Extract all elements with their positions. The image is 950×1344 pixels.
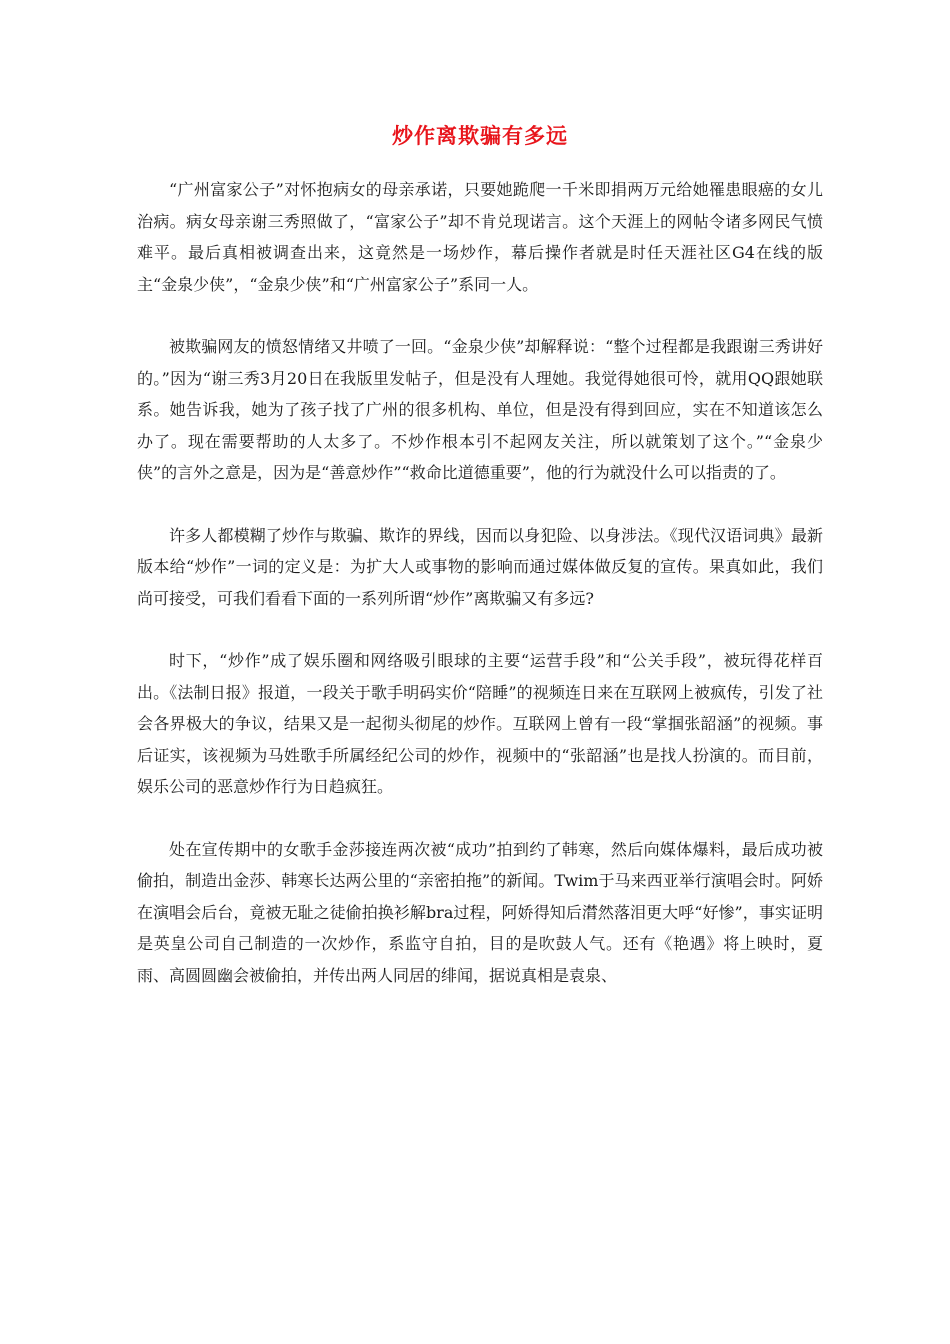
paragraph-2: 被欺骗网友的愤怒情绪又井喷了一回。“金泉少侠”却解释说：“整个过程都是我跟谢三秀讲好的。”因为“谢三秀3月20日在我版里发帖子，但是没有人理她。我觉得她很可怜，就用QQ跟她联系。她告诉我，她为了孩子找了广州的很多机构、单位，但是没有得到回应，实在不知道该怎么办了。现在需要帮助的人太多了。不炒作根本引不起网友关注，所以就策划了这个。”“金泉少侠”的言外之意是，因为是“善意炒作”“救命比道德重要”，他的行为就没什么可以指责的了。: [137, 337, 823, 482]
document-page: [137, 120, 823, 991]
paragraph-3: 许多人都模糊了炒作与欺骗、欺诈的界线，因而以身犯险、以身涉法。《现代汉语词典》最新版本给“炒作”一词的定义是：为扩大人或事物的影响而通过媒体做反复的宣传。果真如此，我们尚可接受，可我们看看下面的一系列所谓“炒作”离欺骗又有多远?: [137, 525, 823, 608]
document-title: 炒作离欺骗有多远: [392, 124, 568, 148]
paragraph-5: 处在宣传期中的女歌手金莎接连两次被“成功”拍到约了韩寒，然后向媒体爆料，最后成功被偷拍，制造出金莎、韩寒长达两公里的“亲密拍拖”的新闻。Twim于马来西亚举行演唱会时。阿娇在演唱会后台，竟被无耻之徒偷拍换衫解bra过程，阿娇得知后潸然落泪更大呼“好惨”，事实证明是英皇公司自己制造的一次炒作，系监守自拍，目的是吹鼓人气。还有《艳遇》将上映时，夏雨、高圆圆幽会被偷拍，并传出两人同居的绯闻，据说真相是袁泉、: [137, 839, 823, 985]
paragraph-4: 时下，“炒作”成了娱乐圈和网络吸引眼球的主要“运营手段”和“公关手段”，被玩得花样百出。《法制日报》报道，一段关于歌手明码实价“陪睡”的视频连日来在互联网上被疯传，引发了社会各界极大的争议，结果又是一起彻头彻尾的炒作。互联网上曾有一段“掌掴张韶涵”的视频。事后证实，该视频为马姓歌手所属经纪公司的炒作，视频中的“张韶涵”也是找人扮演的。而目前，娱乐公司的恶意炒作行为日趋疯狂。: [137, 651, 823, 796]
paragraph-1: “广州富家公子”对怀抱病女的母亲承诺，只要她跪爬一千米即捐两万元给她罹患眼癌的女儿治病。病女母亲谢三秀照做了，“富家公子”却不肯兑现诺言。这个天涯上的网帖令诸多网民气愤难平。最后真相被调查出来，这竟然是一场炒作，幕后操作者就是时任天涯社区G4在线的版主“金泉少侠”，“金泉少侠”和“广州富家公子”系同一人。: [137, 180, 823, 294]
